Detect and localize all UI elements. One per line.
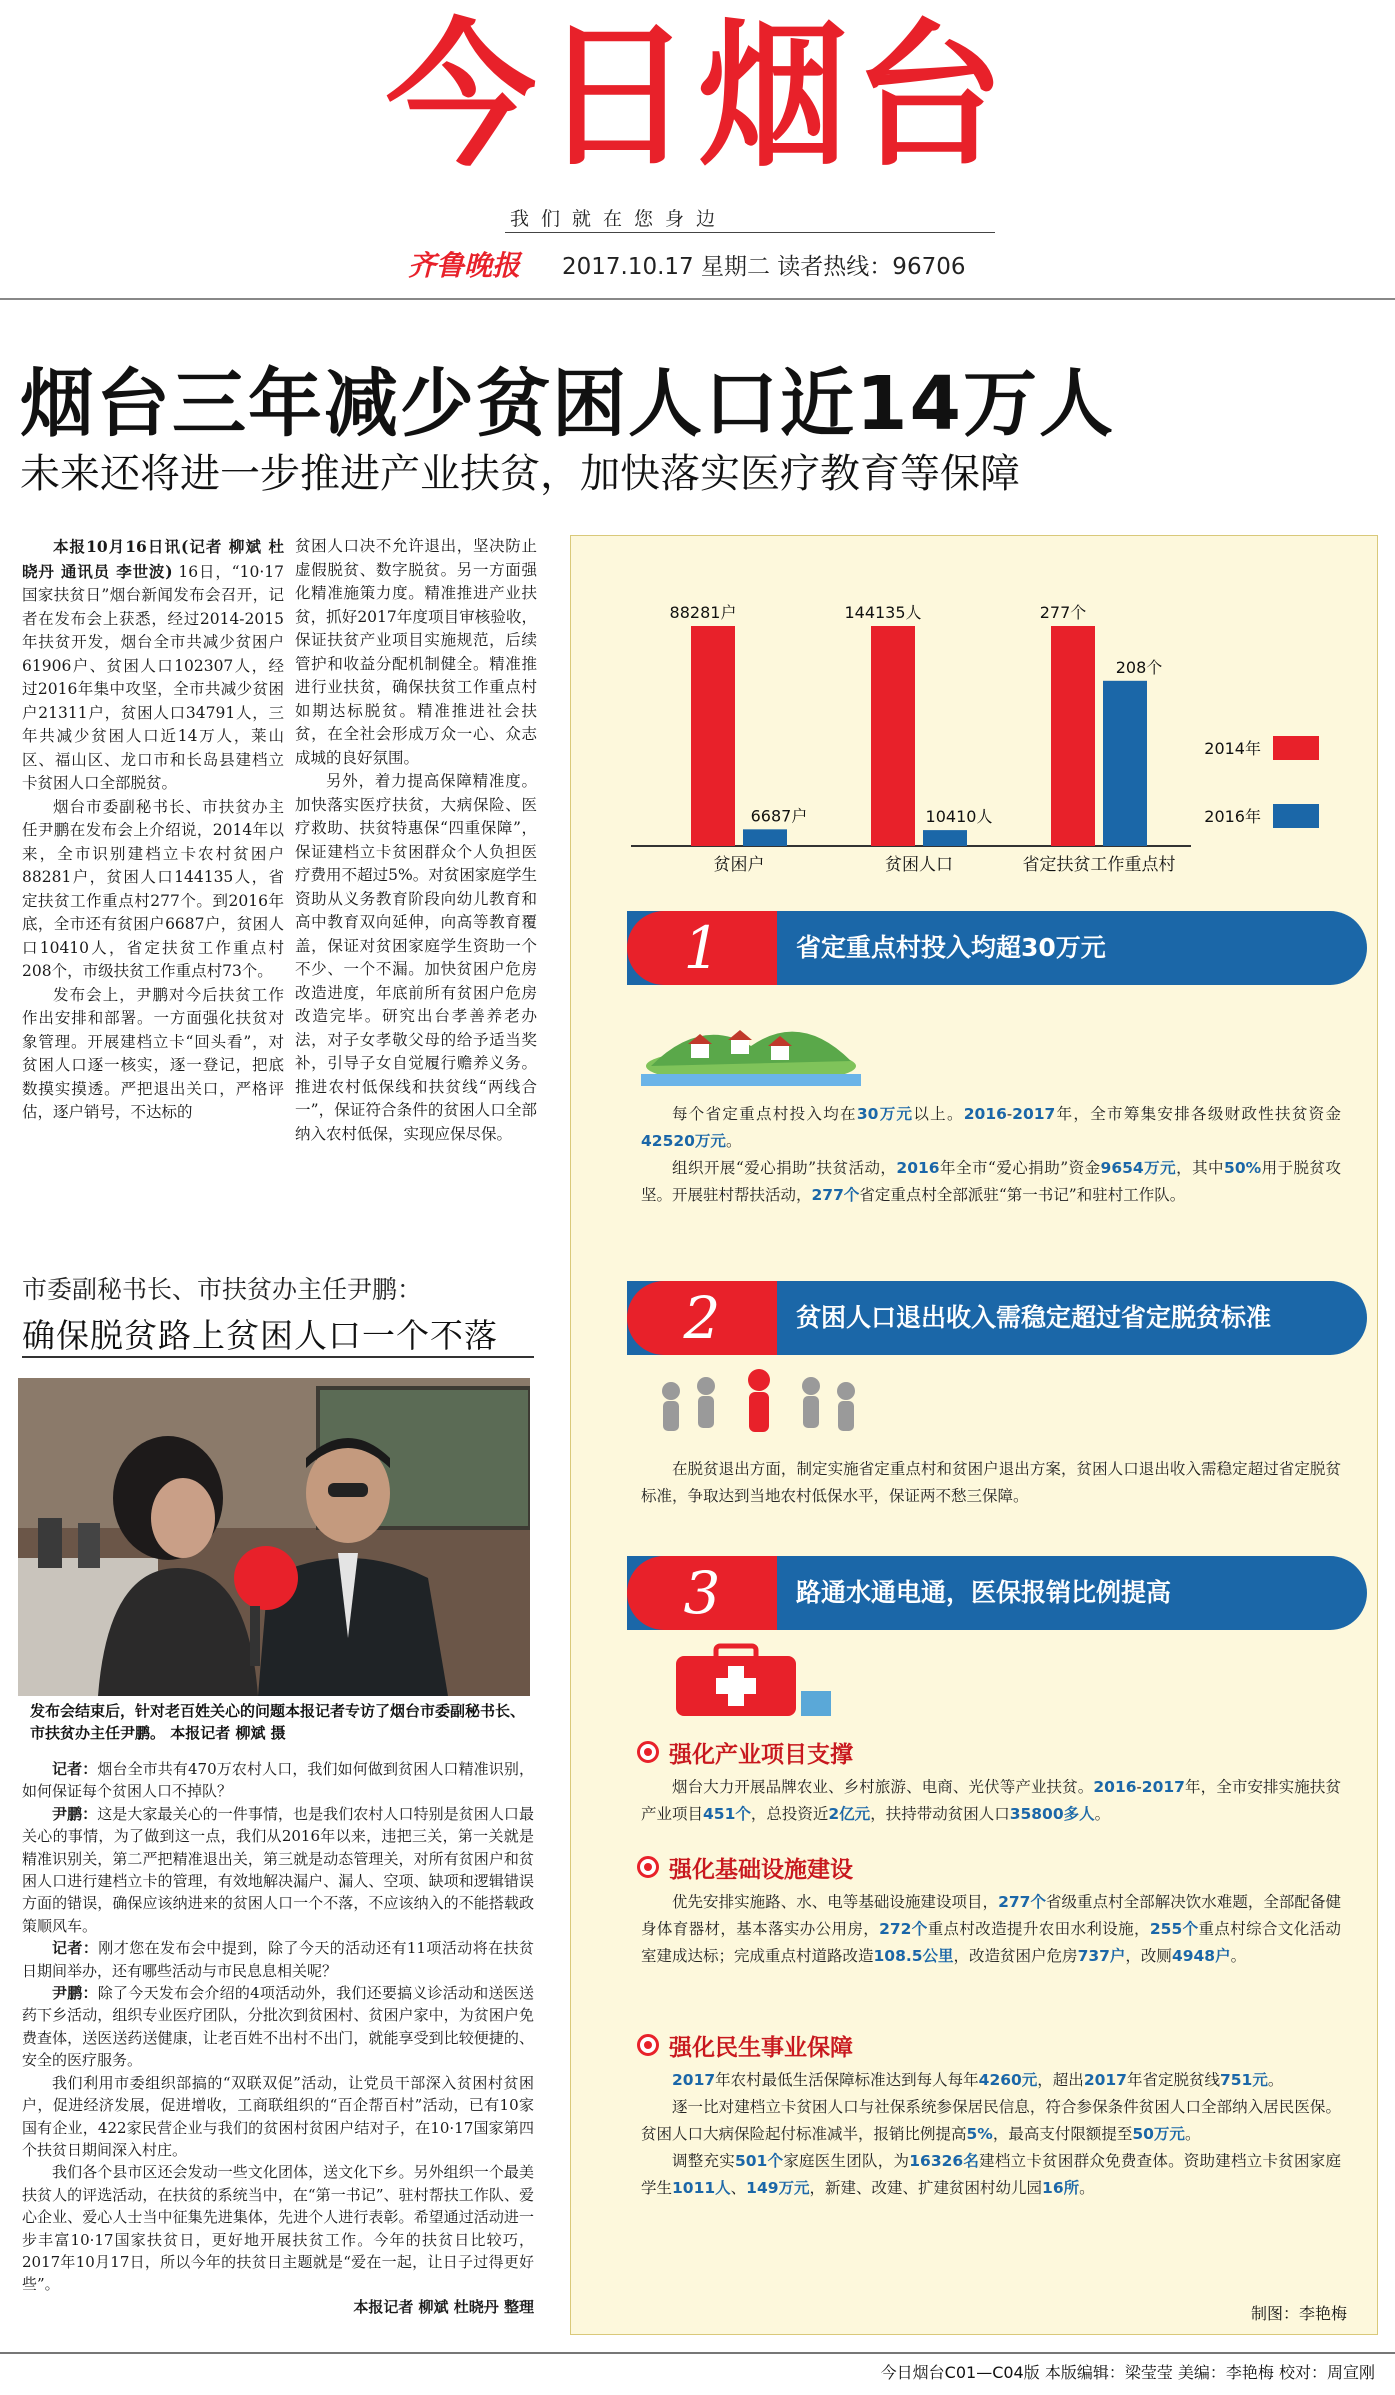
article-lead: 本报10月16日讯(记者 柳斌 杜晓丹 通讯员 李世波) — [22, 537, 284, 581]
article-column-1 — [22, 535, 284, 1225]
subsection-paragraph: 逐一比对建档立卡贫困人口与社保系统参保居民信息，符合参保条件贫困人口全部纳入居民医保。贫困人口大病保险起付标准减半，报销比例提高5%，最高支付限额提至50万元。 — [641, 2098, 1341, 2143]
highlight-number: 9654万元 — [1100, 1159, 1177, 1177]
legend-label: 2014年 — [1204, 739, 1261, 758]
subsection-text — [641, 1889, 1341, 1970]
section-1-number: 1 — [627, 911, 777, 985]
brand-logo: 齐鲁晚报 — [408, 249, 521, 282]
legend-swatch — [1273, 804, 1319, 828]
legend-label: 2016年 — [1204, 807, 1261, 826]
photo-caption: 发布会结束后，针对老百姓关心的问题本报记者专访了烟台市委副秘书长、市扶贫办主任尹鹏。 本报记者 柳斌 摄 — [30, 1702, 526, 1742]
subsection-text — [641, 2067, 1341, 2202]
article-paragraph: 另外，着力提高保障精准度。加快落实医疗扶贫，大病保险、医疗救助、扶贫特惠保“四重保障”，保证建档立卡贫困群众个人负担医疗费用不超过5%。对贫困家庭学生资助从义务教育阶段向幼儿教育和高中教育双向延伸，向高等教育覆盖，保证对贫困家庭学生资助一个不少、一个不漏。加快贫困户危房改造进度，年底前所有贫困户危房改造完毕。研究出台孝善养老办法，对子女孝敬父母的给予适当奖补，引导子女自觉履行赡养义务。推进农村低保线和扶贫线“两线合一”，保证符合条件的贫困人口全部纳入农村低保，实现应保尽保。 — [295, 772, 537, 1143]
medical-kit-icon — [666, 1641, 836, 1721]
interview-paragraph: 我们利用市委组织部搞的“双联双促”活动，让党员干部深入贫困村贫困户，促进经济发展，促进增收，工商联组织的“百企帮百村”活动，已有10家国有企业，422家民营企业与我们的贫困村贫困户结对子，在10·17国家第四个扶贫日期间深入村庄。 — [22, 2073, 534, 2159]
legend-swatch — [1273, 736, 1319, 760]
article-paragraph: 发布会上，尹鹏对今后扶贫工作作出安排和部署。一方面强化扶贫对象管理。开展建档立卡“回头看”，对贫困人口逐一核实，逐一登记，把底数摸实摸透。严把退出关口，严格评估，逐户销号，不达标的 — [22, 985, 284, 1121]
bullet-icon — [637, 1856, 659, 1878]
page-footer: 今日烟台C01—C04版 本版编辑：梁莹莹 美编：李艳梅 校对：周宣刚 — [880, 2363, 1375, 2382]
section-2-title: 贫困人口退出收入需稳定超过省定脱贫标准 — [796, 1303, 1272, 1332]
highlight-number: 16所 — [1042, 2179, 1080, 2197]
highlight-number: 4260元 — [978, 2071, 1038, 2089]
data-label: 6687户 — [750, 806, 808, 826]
bar — [1103, 681, 1147, 846]
interview-photo — [18, 1378, 530, 1696]
bar — [691, 626, 735, 846]
highlight-number: 272个 — [879, 1920, 928, 1938]
highlight-number: 50万元 — [1132, 2125, 1185, 2143]
highlight-number: 737户 — [1077, 1947, 1126, 1965]
graphic-credit: 制图：李艳梅 — [1251, 2304, 1348, 2323]
interview-answer: 除了今天发布会介绍的4项活动外，我们还要搞义诊活动和送医送药下乡活动，组织专业医疗团队，分批次到贫困村、贫困户家中，为贫困户免费查体，送医送药送健康，让老百姓不出村不出门，就能享受到比较便捷的、安全的医疗服务。 — [22, 1984, 534, 2070]
article-column-2 — [295, 535, 537, 1225]
section-2-text — [641, 1456, 1341, 1510]
highlight-number: 50% — [1224, 1159, 1262, 1177]
interview-answer: 这是大家最关心的一件事情，也是我们农村人口特别是贫困人口最关心的事情，为了做到这一点，我们从2016年以来，违把三关，第一关就是精准识别关，第二严把精准退出关，第三就是动态管理关，对所有贫困户和贫困人口进行建档立卡的管理，有效地解决漏户、漏人、空项、缺项和逻辑错误方面的错误，确保应该纳进来的贫困人口一个不落，不应该纳入的不能搭载政策顺风车。 — [22, 1804, 534, 1935]
highlight-number: 149万元 — [746, 2179, 810, 2197]
category-label: 省定扶贫工作重点村 — [1022, 855, 1176, 875]
highlight-number: 277个 — [811, 1186, 860, 1204]
highlight-number: 35800多人 — [1009, 1805, 1095, 1823]
highlight-number: 255个 — [1149, 1920, 1199, 1938]
article-paragraph: 16日，“10·17国家扶贫日”烟台新闻发布会召开，记者在发布会上获悉，经过2014-2015年扶贫开发，烟台全市共减少贫困户61906户、贫困人口102307人，经过2016年集中攻坚，全市共减少贫困户21311户，贫困人口34791人，三年共减少贫困人口近14万人，莱山区、福山区、龙口市和长岛县建档立卡贫困人口全部脱贫。 — [22, 562, 284, 792]
slogan: 我们就在您身边 — [510, 208, 728, 230]
highlight-number: 2017 — [1012, 1105, 1056, 1123]
interview-text — [22, 1758, 534, 2318]
highlight-number: 451个 — [703, 1805, 751, 1823]
page-subhead: 未来还将进一步推进产业扶贫，加快落实医疗教育等保障 — [20, 451, 1020, 497]
highlight-number: 2016 — [963, 1105, 1007, 1123]
section-1-title: 省定重点村投入均超30万元 — [796, 933, 1106, 962]
infographic-panel — [570, 535, 1378, 2335]
highlight-number: 2017 — [672, 2071, 716, 2089]
masthead — [0, 0, 1395, 300]
section-3-title: 路通水通电通，医保报销比例提高 — [796, 1578, 1172, 1607]
interview-title: 确保脱贫路上贫困人口一个不落 — [22, 1316, 498, 1355]
bar — [923, 830, 967, 846]
speaker-label: 尹鹏： — [52, 1984, 98, 2003]
subsection-paragraph: 优先安排实施路、水、电等基础设施建设项目，277个省级重点村全部解决饮水难题，全部配备健身体育器材，基本落实办公用房，272个重点村改造提升农田水利设施，255个重点村综合文化活动室建成达标；完成重点村道路改造108.5公里，改造贫困户危房737户，改厕4948户。 — [641, 1893, 1341, 1965]
highlight-number: 2亿元 — [828, 1805, 871, 1823]
highlight-number: 751元 — [1219, 2071, 1268, 2089]
highlight-number: 30万元 — [856, 1105, 914, 1123]
interview-paragraph: 我们各个县市区还会发动一些文化团体，送文化下乡。另外组织一个最美扶贫人的评选活动，在扶贫的系统当中，在“第一书记”、驻村帮扶工作队、爱心企业、爱心人士当中征集先进集体，先进个人进行表彰。希望通过活动进一步丰富10·17国家扶贫日，更好地开展扶贫工作。今年的扶贫日比较巧，2017年10月17日，所以今年的扶贫日主题就是“爱在一起，让日子过得更好些”。 — [22, 2163, 534, 2294]
highlight-number: 2017 — [1141, 1778, 1185, 1796]
section-2-number: 2 — [627, 1281, 777, 1355]
section-2-paragraph: 在脱贫退出方面，制定实施省定重点村和贫困户退出方案，贫困人口退出收入需稳定超过省定脱贫标准，争取达到当地农村低保水平，保证两不愁三保障。 — [641, 1460, 1341, 1505]
dateline: 2017.10.17 星期二 读者热线：96706 — [562, 254, 966, 280]
bar-chart — [571, 536, 1379, 906]
subsection-text — [641, 1774, 1341, 1828]
highlight-number: 16326名 — [909, 2152, 980, 2170]
highlight-number: 277个 — [998, 1893, 1046, 1911]
highlight-number: 501个 — [734, 2152, 784, 2170]
category-label: 贫困户 — [713, 855, 765, 875]
highlight-number: 2016 — [896, 1159, 940, 1177]
subsection-heading: 强化产业项目支撑 — [669, 1742, 853, 1768]
footer-rule — [0, 2352, 1395, 2354]
highlight-number: 108.5公里 — [873, 1947, 954, 1965]
bar — [743, 829, 787, 846]
subsection-paragraph: 调整充实501个家庭医生团队，为16326名建档立卡贫困群众免费查体。资助建档立卡贫困家庭学生1011人、149万元，新建、改建、扩建贫困村幼儿园16所。 — [641, 2152, 1341, 2197]
bullet-icon — [637, 1741, 659, 1763]
bullet-icon — [637, 2034, 659, 2056]
article-paragraph: 烟台市委副秘书长、市扶贫办主任尹鹏在发布会上介绍说，2014年以来，全市识别建档立卡农村贫困户88281户，贫困人口144135人，省定扶贫工作重点村277个。到2016年底，全市还有贫困户6687户，贫困人口10410人，省定扶贫工作重点村208个，市级扶贫工作重点村73个。 — [22, 797, 284, 980]
highlight-number: 5% — [966, 2125, 993, 2143]
data-label: 88281户 — [669, 603, 737, 622]
interview-byline: 本报记者 柳斌 杜晓丹 整理 — [353, 2297, 534, 2316]
category-label: 贫困人口 — [885, 855, 953, 875]
data-label: 277个 — [1039, 603, 1087, 622]
highlight-number: 2016 — [1093, 1778, 1137, 1796]
highlight-number: 1011人 — [672, 2179, 731, 2197]
interview-photo-image — [18, 1378, 530, 1696]
bar — [871, 626, 915, 846]
page-headline: 烟台三年减少贫困人口近14万人 — [20, 361, 1115, 447]
subsection-heading: 强化基础设施建设 — [669, 1857, 853, 1883]
speaker-label: 记者： — [52, 1939, 99, 1958]
highlight-number: 2017 — [1083, 2071, 1127, 2089]
newspaper-logo: 今日烟台 — [385, 5, 1010, 189]
interview-question: 烟台全市共有470万农村人口，我们如何做到贫困人口精准识别，如何保证每个贫困人口不掉队？ — [22, 1760, 534, 1801]
highlight-number: 42520万元 — [641, 1132, 726, 1150]
data-label: 10410人 — [925, 807, 993, 827]
section-3-number: 3 — [627, 1556, 777, 1630]
highlight-number: 4948户 — [1171, 1947, 1231, 1965]
interview-question: 刚才您在发布会中提到，除了今天的活动还有11项活动将在扶贫日期间举办，还有哪些活动与市民息息相关呢？ — [22, 1939, 534, 1980]
interview-rule — [22, 1356, 534, 1358]
data-label: 144135人 — [844, 603, 922, 622]
bar — [1051, 626, 1095, 846]
section-1-text — [641, 1101, 1341, 1209]
subsection-heading: 强化民生事业保障 — [669, 2035, 853, 2061]
section-1-paragraph: 组织开展“爱心捐助”扶贫活动，2016年全市“爱心捐助”资金9654万元，其中50%用于脱贫攻坚。开展驻村帮扶活动，277个省定重点村全部派驻“第一书记”和驻村工作队。 — [641, 1159, 1341, 1204]
speaker-label: 记者： — [52, 1760, 98, 1778]
interview-kicker: 市委副秘书长、市扶贫办主任尹鹏： — [22, 1275, 423, 1304]
section-1-paragraph: 每个省定重点村投入均在30万元以上。2016-2017年，全市筹集安排各级财政性扶贫资金42520万元。 — [641, 1105, 1341, 1150]
subsection-paragraph: 2017年农村最低生活保障标准达到每人每年4260元，超出2017年省定脱贫线751元。 — [672, 2071, 1284, 2089]
subsection-paragraph: 烟台大力开展品牌农业、乡村旅游、电商、光伏等产业扶贫。2016-2017年，全市安排实施扶贫产业项目451个，总投资近2亿元，扶持带动贫困人口35800多人。 — [641, 1778, 1341, 1823]
masthead-divider — [0, 298, 1395, 300]
speaker-label: 尹鹏： — [52, 1804, 98, 1823]
people-illustration-icon — [651, 1366, 881, 1446]
village-illustration-icon — [641, 1006, 861, 1086]
data-label: 208个 — [1115, 657, 1163, 677]
slogan-rule — [505, 232, 995, 233]
article-paragraph: 贫困人口决不允许退出，坚决防止虚假脱贫、数字脱贫。另一方面强化精准施策力度。精准推进产业扶贫，抓好2017年度项目审核验收，保证扶贫产业项目实施规范，后续管护和收益分配机制健全。精准推进行业扶贫，确保扶贫工作重点村如期达标脱贫。精准推进社会扶贫，在全社会形成万众一心、众志成城的良好氛围。 — [295, 537, 537, 767]
